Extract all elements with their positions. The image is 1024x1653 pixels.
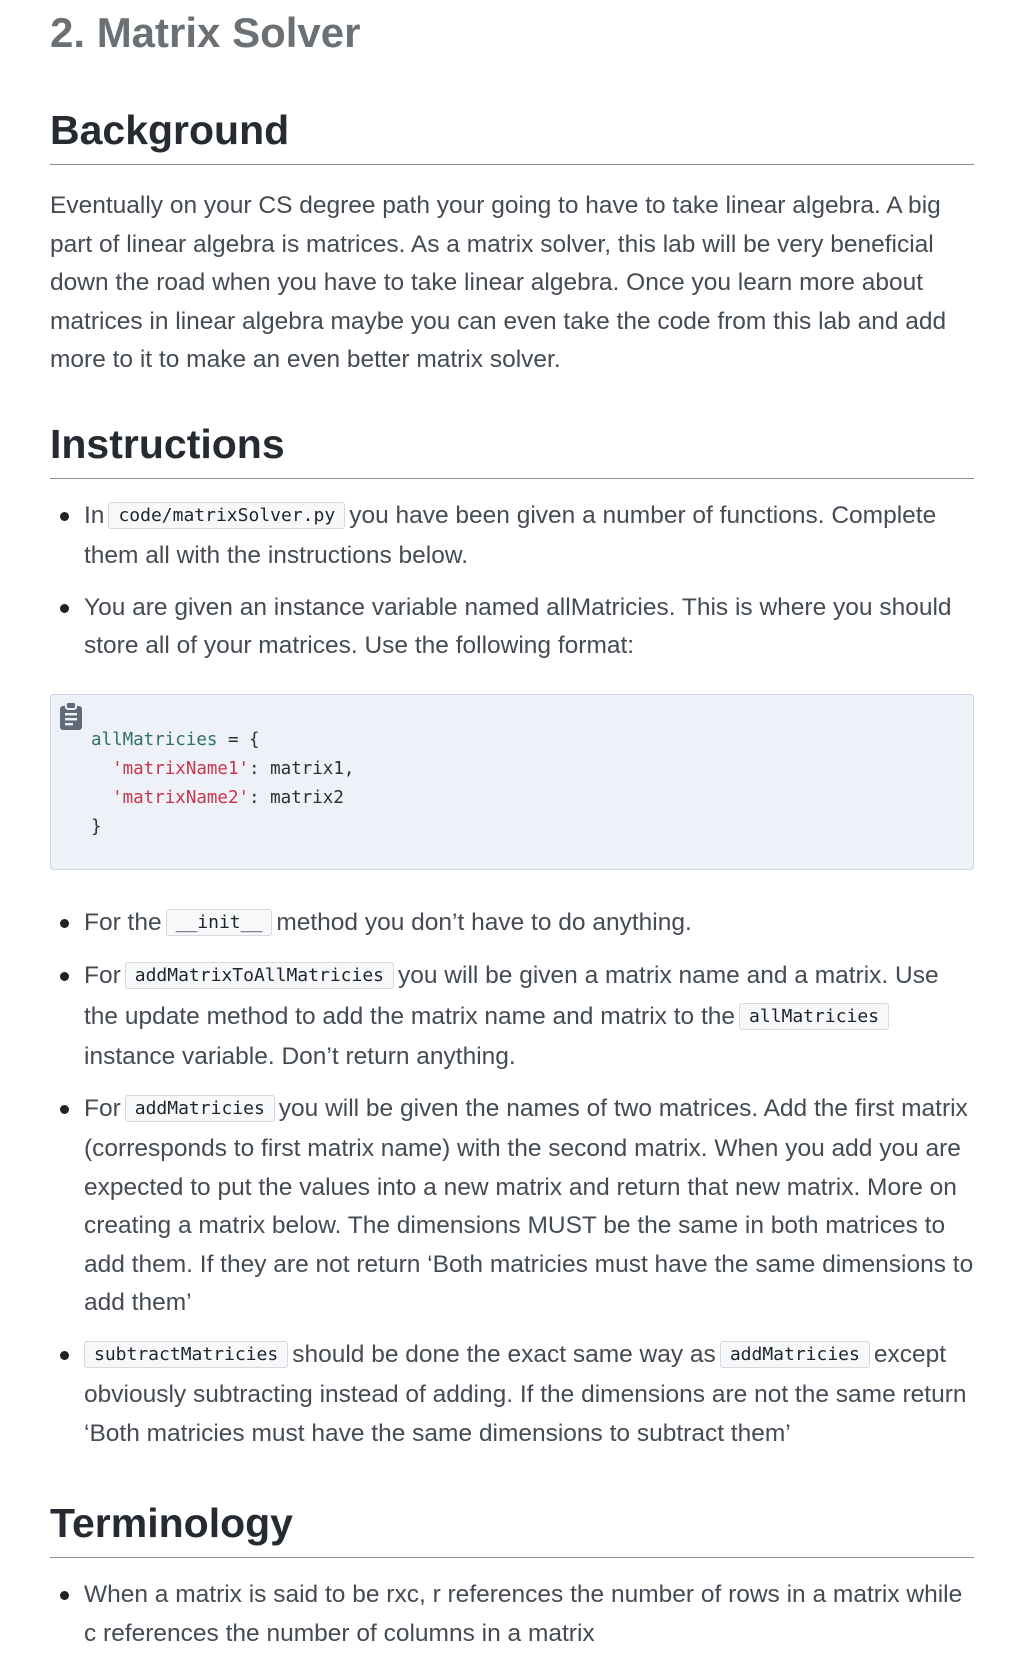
list-item bbox=[84, 497, 974, 576]
code-variable: allMatricies bbox=[91, 729, 218, 750]
inline-code: addMatricies bbox=[125, 1095, 275, 1122]
background-heading: Background bbox=[50, 104, 974, 165]
inline-code: allMatricies bbox=[739, 1003, 889, 1030]
code-content bbox=[91, 726, 354, 842]
code-block bbox=[50, 694, 974, 870]
background-paragraph: Eventually on your CS degree path your going to have to take linear algebra. A big part of linear algebra is matrices. As a matrix solver, this lab will be very beneficial down the road when you have to take linear algebra. Once you learn more about matrices in linear algebra maybe you can even take the code from this lab and add more to it to make an even better matrix solver. bbox=[50, 192, 947, 373]
code-string: 'matrixName1' bbox=[112, 758, 250, 779]
list-item bbox=[84, 1576, 974, 1653]
inline-code: __init__ bbox=[166, 909, 273, 936]
list-item-text: except obviously subtracting instead of adding. If the dimensions are not the same return ‘Both matricies must have the same dimensions to subtract them’ bbox=[84, 1340, 967, 1447]
code-token: : matrix2 bbox=[249, 787, 344, 808]
code-token: = { bbox=[217, 729, 260, 750]
list-item bbox=[84, 589, 974, 666]
list-item-text: In bbox=[84, 501, 105, 529]
list-item bbox=[84, 1090, 974, 1323]
list-item-text: For the bbox=[84, 908, 162, 936]
code-token: : matrix1, bbox=[249, 758, 355, 779]
list-item-text: you have been given a number of functions. Complete them all with the instructions below. bbox=[84, 501, 937, 569]
list-item-text: You are given an instance variable named allMatricies. This is where you should store all of your matrices. Use the following format: bbox=[84, 593, 952, 659]
list-item-text: For bbox=[84, 962, 121, 989]
list-item-text: you will be given a matrix name and a matrix. Use the update method to add the matrix name and matrix to the bbox=[84, 962, 939, 1030]
list-item-text: When a matrix is said to be rxc, r references the number of rows in a matrix while c references the number of columns in a matrix bbox=[84, 1581, 963, 1647]
code-string: 'matrixName2' bbox=[112, 787, 250, 808]
inline-code: addMatrixToAllMatricies bbox=[125, 962, 394, 989]
inline-code: code/matrixSolver.py bbox=[108, 502, 345, 529]
instructions-heading: Instructions bbox=[50, 418, 974, 479]
instructions-list-continued bbox=[50, 904, 974, 1454]
instructions-list bbox=[50, 497, 974, 666]
list-item-text: For bbox=[84, 1094, 121, 1122]
list-item bbox=[84, 904, 974, 945]
list-item-text: should be done the exact same way as bbox=[292, 1340, 716, 1368]
list-item bbox=[84, 1336, 974, 1454]
terminology-list bbox=[50, 1576, 974, 1653]
code-token: } bbox=[91, 816, 102, 837]
inline-code: addMatricies bbox=[720, 1341, 870, 1368]
copy-clipboard-icon[interactable] bbox=[58, 701, 84, 731]
page-title: 2. Matrix Solver bbox=[50, 9, 361, 56]
list-item bbox=[84, 957, 974, 1077]
list-item-text: instance variable. Don’t return anything. bbox=[84, 1043, 516, 1070]
inline-code: subtractMatricies bbox=[84, 1341, 288, 1368]
list-item-text: method you don’t have to do anything. bbox=[276, 908, 692, 936]
terminology-heading: Terminology bbox=[50, 1497, 974, 1558]
list-item-text: you will be given the names of two matrices. Add the first matrix (corresponds to first matrix name) with the second matrix. When you add you are expected to put the values into a new matrix and return that new matrix. More on creating a matrix below. The dimensions MUST be the same in both matrices to add them. If they are not return ‘Both matricies must have the same dimensions to add them’ bbox=[84, 1094, 974, 1316]
